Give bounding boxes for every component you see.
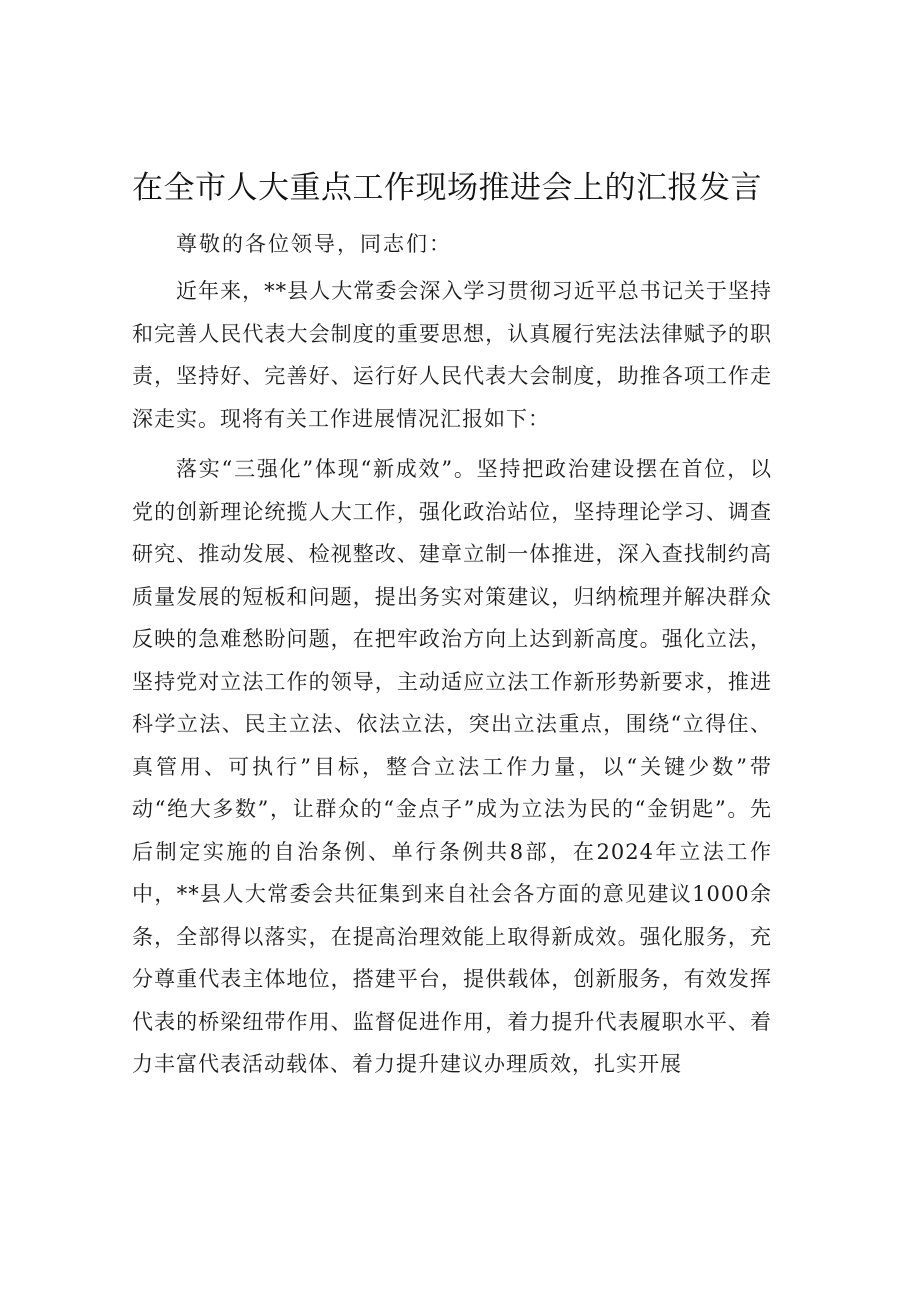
paragraph-body: 落实“三强化”体现“新成效”。坚持把政治建设摆在首位，以党的创新理论统揽人大工作，强化政治站位，坚持理论学习、调查研究、推动发展、检视整改、建章立制一体推进，深入查找制约高质量发展的短板和问题，提出务实对策建议，归纳梳理并解决群众反映的急难愁盼问题，在把牢政治方向上达到新高度。强化立法，坚持党对立法工作的领导，主动适应立法工作新形势新要求，推进科学立法、民主立法、依法立法，突出立法重点，围绕“立得住、真管用、可执行”目标，整合立法工作力量，以“关键少数”带动“绝大多数”，让群众的“金点子”成为立法为民的“金钥匙”。先后制定实施的自治条例、单行条例共8部，在2024年立法工作中，**县人大常委会共征集到来自社会各方面的意见建议1000余条，全部得以落实，在提高治理效能上取得新成效。强化服务，充分尊重代表主体地位，搭建平台，提供载体，创新服务，有效发挥代表的桥梁纽带作用、监督促进作用，着力提升代表履职水平、着力丰富代表活动载体、着力提升建议办理质效，扎实开展: [132, 457, 772, 1076]
document-title: 在全市人大重点工作现场推进会上的汇报发言: [132, 170, 762, 206]
paragraph-intro: 近年来，**县人大常委会深入学习贯彻习近平总书记关于坚持和完善人民代表大会制度的重要思想，认真履行宪法法律赋予的职责，坚持好、完善好、运行好人民代表大会制度，助推各项工作走深走实。现将有关工作进展情况汇报如下：: [132, 279, 772, 431]
salutation: 尊敬的各位领导，同志们：: [176, 232, 452, 256]
